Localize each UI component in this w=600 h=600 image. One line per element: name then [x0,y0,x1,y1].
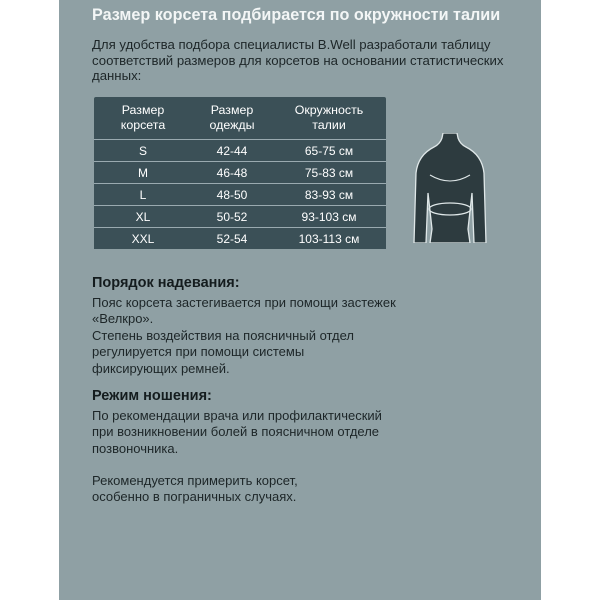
cell-corset-size: S [138,143,147,158]
cell-waist: 75-83 см [304,165,354,180]
cell-clothing-size: 42-44 [216,143,248,158]
torso-illustration [410,133,490,243]
header-waist: Окружность талии [294,103,364,132]
cell-clothing-size: 50-52 [216,209,248,224]
wearing-text-1: Пояс корсета застегивается при помощи застежек «Велкро». [92,295,396,327]
header-clothing-size: Размер одежды [209,103,255,132]
header-corset-size: Размер корсета [120,103,166,132]
size-table [94,97,386,249]
table-row [94,183,386,205]
mode-text-1: По рекомендации врача или профилактический при возникновении болей в поясничном отделе позвоночника. [92,408,382,456]
wearing-text-2: Степень воздействия на поясничный отдел регулируется при помощи системы фиксирующих ремней. [92,328,355,376]
cell-waist: 65-75 см [304,143,354,158]
mode-text-2: Рекомендуется примерить корсет, особенно в пограничных случаях. [92,473,298,505]
table-row [94,205,386,227]
table-header [94,97,386,139]
cell-waist: 103-113 см [298,231,360,246]
page-title: Размер корсета подбирается по окружности талии [92,6,501,24]
cell-corset-size: XXL [131,231,155,246]
wearing-heading: Порядок надевания: [92,275,240,291]
table-row [94,227,386,249]
cell-clothing-size: 52-54 [216,231,248,246]
mode-heading: Режим ношения: [92,388,212,404]
cell-clothing-size: 46-48 [216,165,248,180]
intro-text: Для удобства подбора специалисты B.Well разработали таблицу соответствий размеров для корсетов на основании статистических данных: [92,37,504,83]
cell-corset-size: M [138,165,148,180]
cell-waist: 93-103 см [301,209,357,224]
cell-waist: 83-93 см [304,187,354,202]
table-row [94,139,386,161]
table-row [94,161,386,183]
cell-corset-size: XL [135,209,151,224]
cell-clothing-size: 48-50 [216,187,248,202]
cell-corset-size: L [139,187,147,202]
